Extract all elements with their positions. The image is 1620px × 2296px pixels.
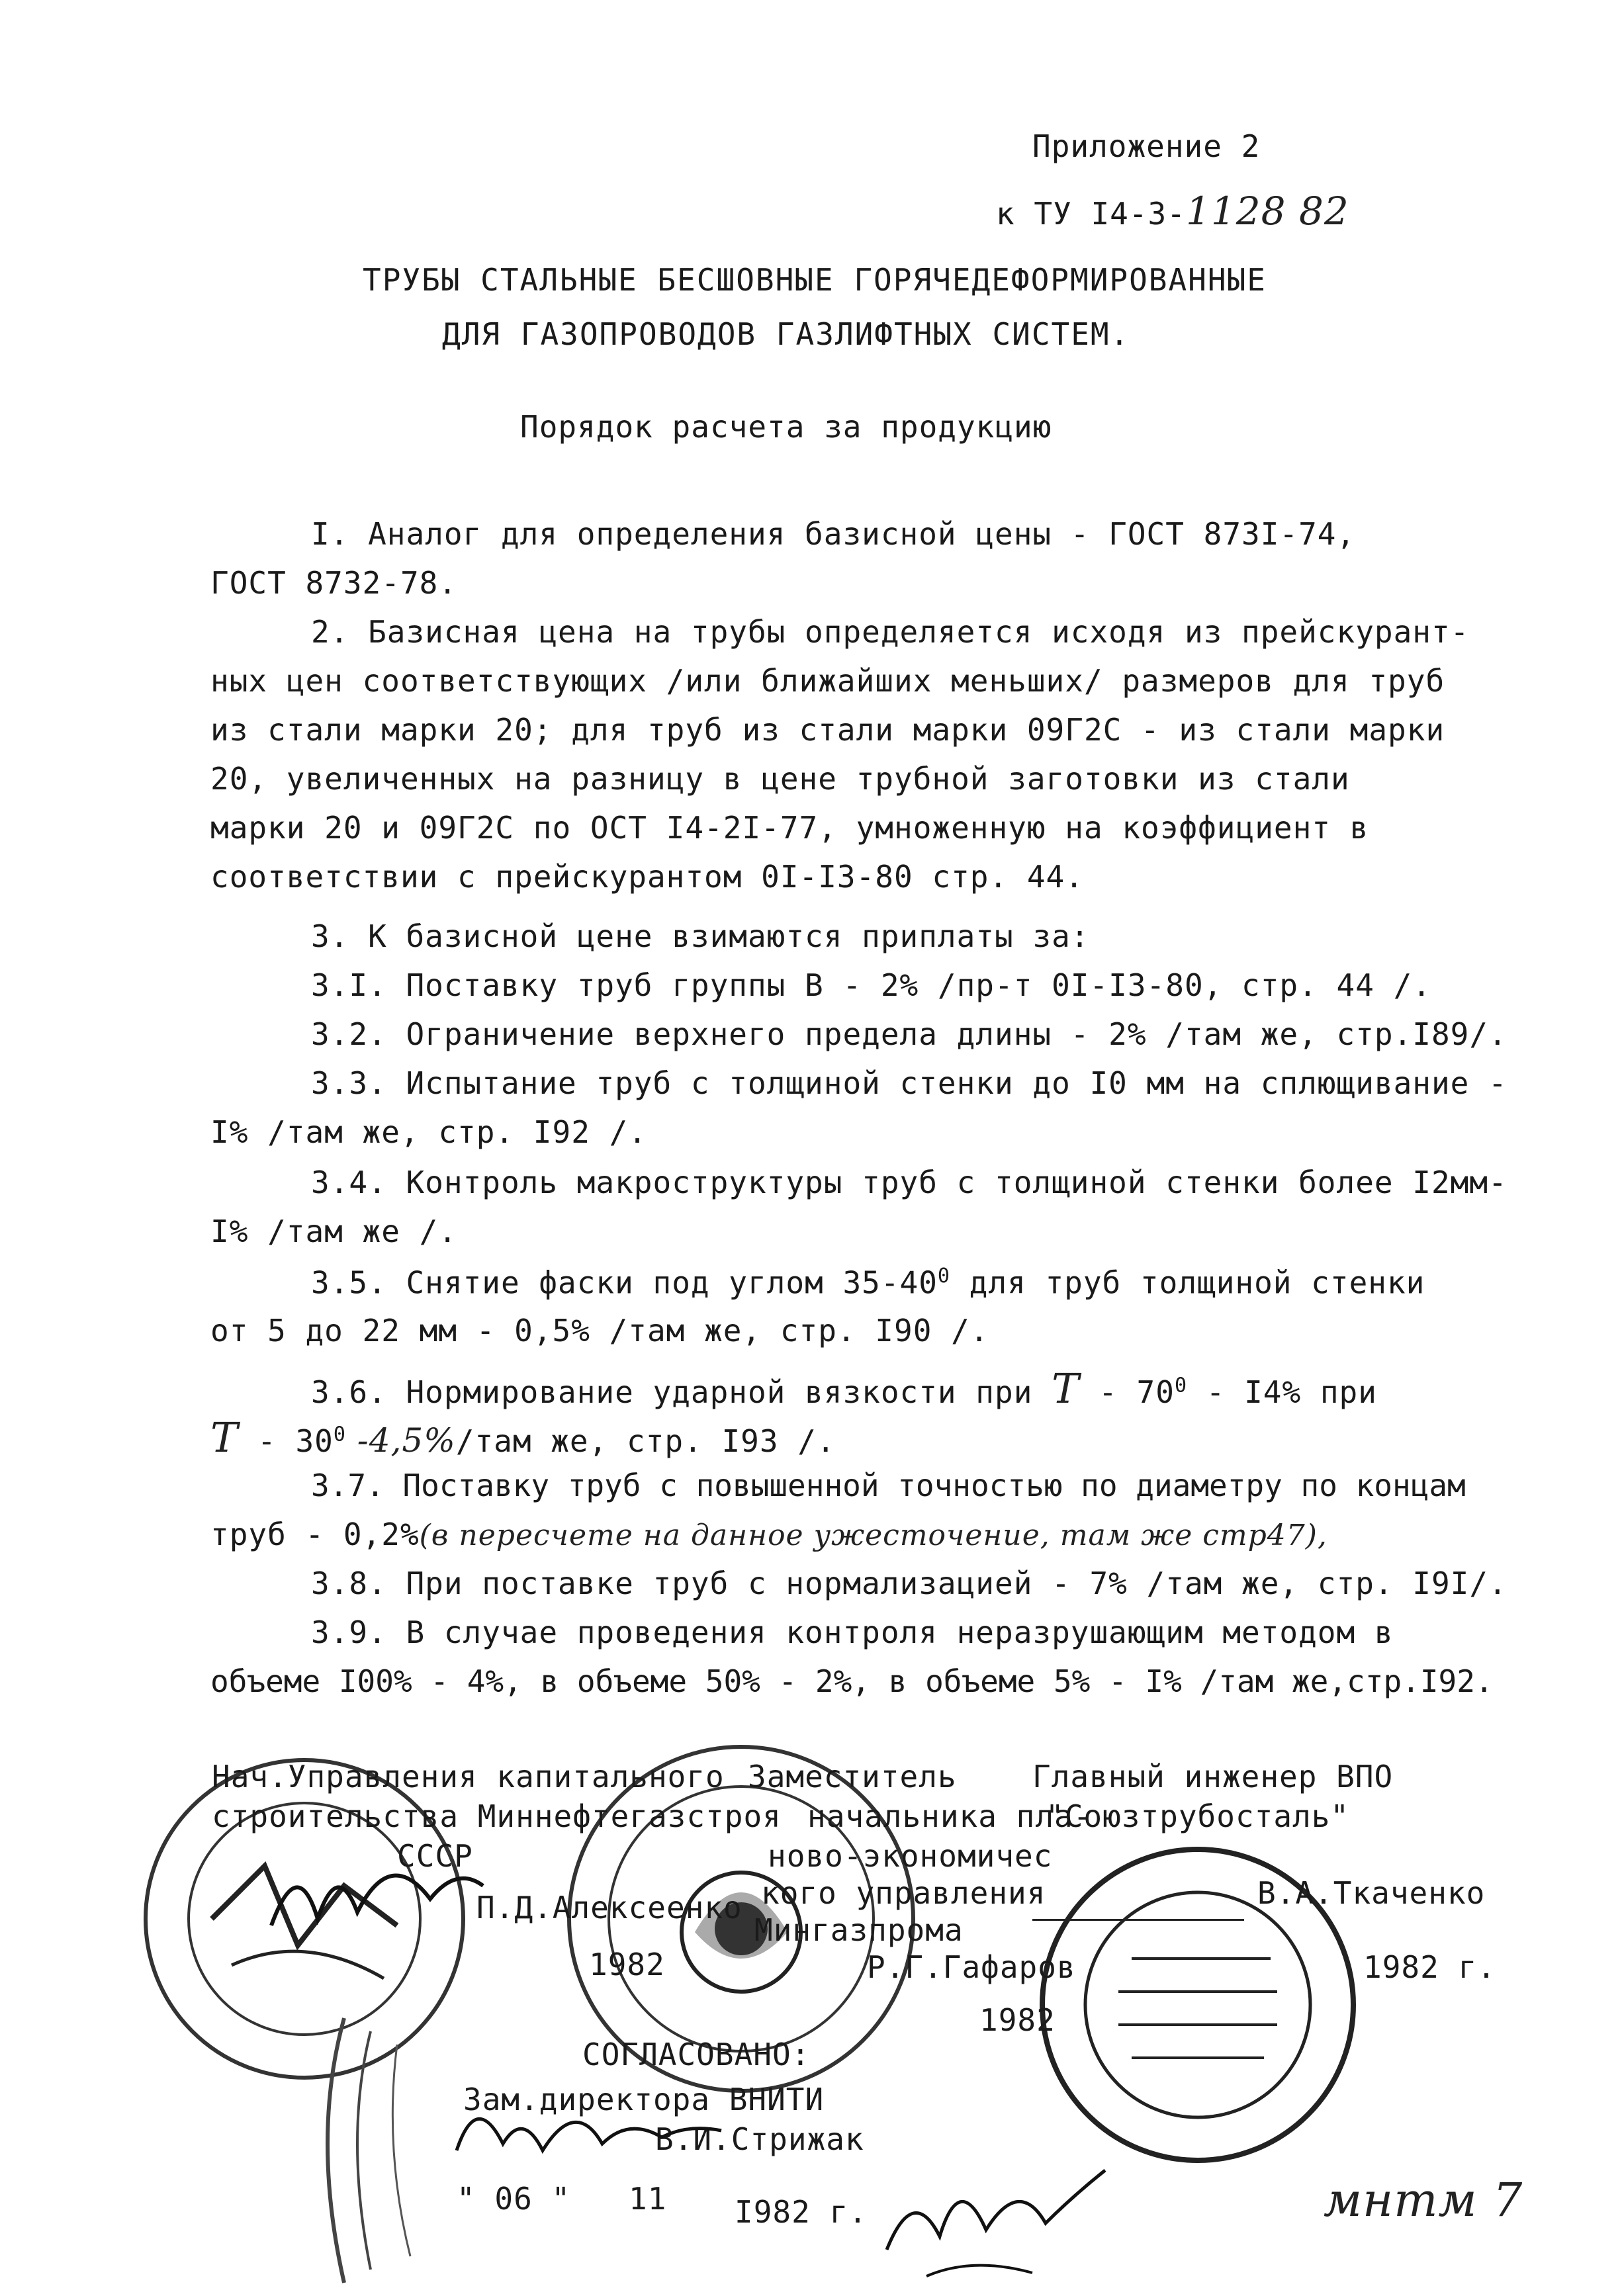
paragraph-3: 3. К базисной цене взимаются приплаты за: xyxy=(311,918,1090,954)
document-subtitle: Порядок расчета за продукцию xyxy=(520,409,1052,445)
document-title-line2: ДЛЯ ГАЗОПРОВОДОВ ГАЗЛИФТНЫХ СИСТЕМ. xyxy=(442,316,1130,352)
right-signatory-line2: "Союзтрубосталь" xyxy=(1046,1798,1350,1834)
item-3-9-line2: объеме I00% - 4%, в объеме 50% - 2%, в объеме 5% - I% /там же,стр.I92. xyxy=(210,1663,1494,1699)
handwritten-percent: -4,5% xyxy=(345,1421,456,1460)
item-3-2: 3.2. Ограничение верхнего предела длины - 2% /там же, стр.I89/. xyxy=(311,1016,1508,1052)
paragraph-1-line2: ГОСТ 8732-78. xyxy=(210,565,458,601)
vniti-signatory-line1: Зам.директора ВНИТИ xyxy=(463,2082,825,2117)
paragraph-2-line6: соответствии с прейскурантом 0I-I3-80 стр. 44. xyxy=(210,859,1084,895)
item-3-6-text-b: - 70 xyxy=(1079,1374,1175,1410)
mid-signatory-line2: начальника пла- xyxy=(807,1798,1093,1834)
left-signatory-line3: СССР xyxy=(397,1838,473,1874)
item-3-3-line1: 3.3. Испытание труб с толщиной стенки до I0 мм на сплющивание - xyxy=(311,1065,1508,1101)
degree-sup: 0 xyxy=(333,1423,346,1446)
item-3-5-text-a: 3.5. Снятие фаски под углом 35-40 xyxy=(311,1264,938,1301)
vniti-date-day: " 06 " xyxy=(457,2181,571,2217)
item-3-7-line2 xyxy=(210,1519,1328,1550)
bottom-signature xyxy=(874,2157,1125,2289)
mid-signatory-line1: Заместитель xyxy=(748,1759,957,1794)
item-3-6-text-a: 3.6. Нормирование ударной вязкости при xyxy=(311,1374,1052,1410)
paragraph-2-line2: ных цен соответствующих /или ближайших меньших/ размеров для труб xyxy=(210,663,1445,699)
tu-handwritten: 1128 82 xyxy=(1185,189,1349,234)
tu-number-label xyxy=(996,189,1349,234)
left-signatory-date: 1982 xyxy=(589,1947,665,1982)
mid-signatory-line4: кого управления xyxy=(761,1875,1046,1911)
left-signatory-line1: Нач.Управления капитального xyxy=(212,1759,725,1794)
degree-sup: 0 xyxy=(937,1264,950,1288)
paragraph-2-line1: 2. Базисная цена на трубы определяется исходя из прейскурант- xyxy=(311,614,1470,650)
right-signatory-name: В.А.Ткаченко xyxy=(1257,1875,1486,1911)
vniti-date-year: I982 г. xyxy=(735,2194,868,2230)
item-3-6-text-d: - 30 xyxy=(238,1423,334,1459)
item-3-4-line1: 3.4. Контроль макроструктуры труб с толщиной стенки более I2мм- xyxy=(311,1165,1508,1200)
handwritten-mark: мнтм 7 xyxy=(1324,2173,1523,2227)
tu-prefix: к ТУ I4-3- xyxy=(996,196,1186,232)
paragraph-1-line1: I. Аналог для определения базисной цены - ГОСТ 873I-74, xyxy=(311,516,1356,552)
temperature-symbol: T xyxy=(1052,1364,1080,1413)
item-3-5-line1 xyxy=(311,1264,1425,1301)
item-3-7-text: труб - 0,2% xyxy=(210,1517,420,1552)
item-3-9-line1: 3.9. В случае проведения контроля неразрушающим методом в xyxy=(311,1614,1394,1650)
degree-sup: 0 xyxy=(1174,1374,1187,1397)
item-3-8: 3.8. При поставке труб с нормализацией - 7% /там же, стр. I9I/. xyxy=(311,1566,1508,1601)
paragraph-2-line3: из стали марки 20; для труб из стали марки 09Г2С - из стали марки xyxy=(210,712,1445,748)
mid-signatory-line5: Мингазпрома xyxy=(754,1912,964,1948)
item-3-6-line2 xyxy=(210,1413,836,1462)
item-3-5-line2: от 5 до 22 мм - 0,5% /там же, стр. I90 /. xyxy=(210,1313,989,1348)
right-signatory-date: 1982 г. xyxy=(1363,1949,1496,1985)
item-3-7-line1: 3.7. Поставку труб с повышенной точностью по диаметру по концам xyxy=(311,1468,1466,1503)
item-3-5-text-b: для труб толщиной стенки xyxy=(950,1264,1425,1301)
vniti-signature xyxy=(450,2084,728,2177)
item-3-6-line1 xyxy=(311,1364,1377,1413)
vniti-signatory-name: В.И.Стрижак xyxy=(655,2121,864,2157)
right-signatory-line1: Главный инженер ВПО xyxy=(1032,1759,1394,1794)
vniti-date-month: 11 xyxy=(629,2181,667,2217)
left-signatory-name: П.Д.Алексеенко xyxy=(476,1890,742,1925)
mid-signatory-name: Р.Г.Гафаров xyxy=(867,1949,1076,1985)
item-3-6-text-e: /там же, стр. I93 /. xyxy=(455,1423,836,1459)
mid-signatory-line3: ново-экономичес xyxy=(768,1838,1053,1874)
item-3-6-text-c: - I4% при xyxy=(1187,1374,1377,1410)
temperature-symbol: T xyxy=(210,1413,239,1462)
item-3-3-line2: I% /там же, стр. I92 /. xyxy=(210,1114,647,1150)
paragraph-2-line5: марки 20 и 09Г2С по ОСТ I4-2I-77, умноженную на коэффициент в xyxy=(210,810,1369,846)
item-3-4-line2: I% /там же /. xyxy=(210,1214,458,1249)
left-signatory-line2: строительства Миннефтегазстроя xyxy=(212,1798,782,1834)
appendix-label: Приложение 2 xyxy=(1032,128,1261,164)
mid-signatory-date: 1982 xyxy=(979,2002,1056,2038)
right-signature-line xyxy=(1032,1919,1244,1921)
document-title-line1: ТРУБЫ СТАЛЬНЫЕ БЕСШОВНЫЕ ГОРЯЧЕДЕФОРМИРОВАННЫЕ xyxy=(363,262,1267,298)
item-3-1: 3.I. Поставку труб группы В - 2% /пр-т 0I-I3-80, стр. 44 /. xyxy=(311,967,1431,1003)
paragraph-2-line4: 20, увеличенных на разницу в цене трубной заготовки из стали xyxy=(210,761,1350,797)
left-signature xyxy=(258,1839,496,1945)
agreed-label: СОГЛАСОВАНО: xyxy=(582,2037,811,2072)
handwritten-note: (в пересчете на данное ужесточение, там же стр47), xyxy=(419,1519,1328,1552)
